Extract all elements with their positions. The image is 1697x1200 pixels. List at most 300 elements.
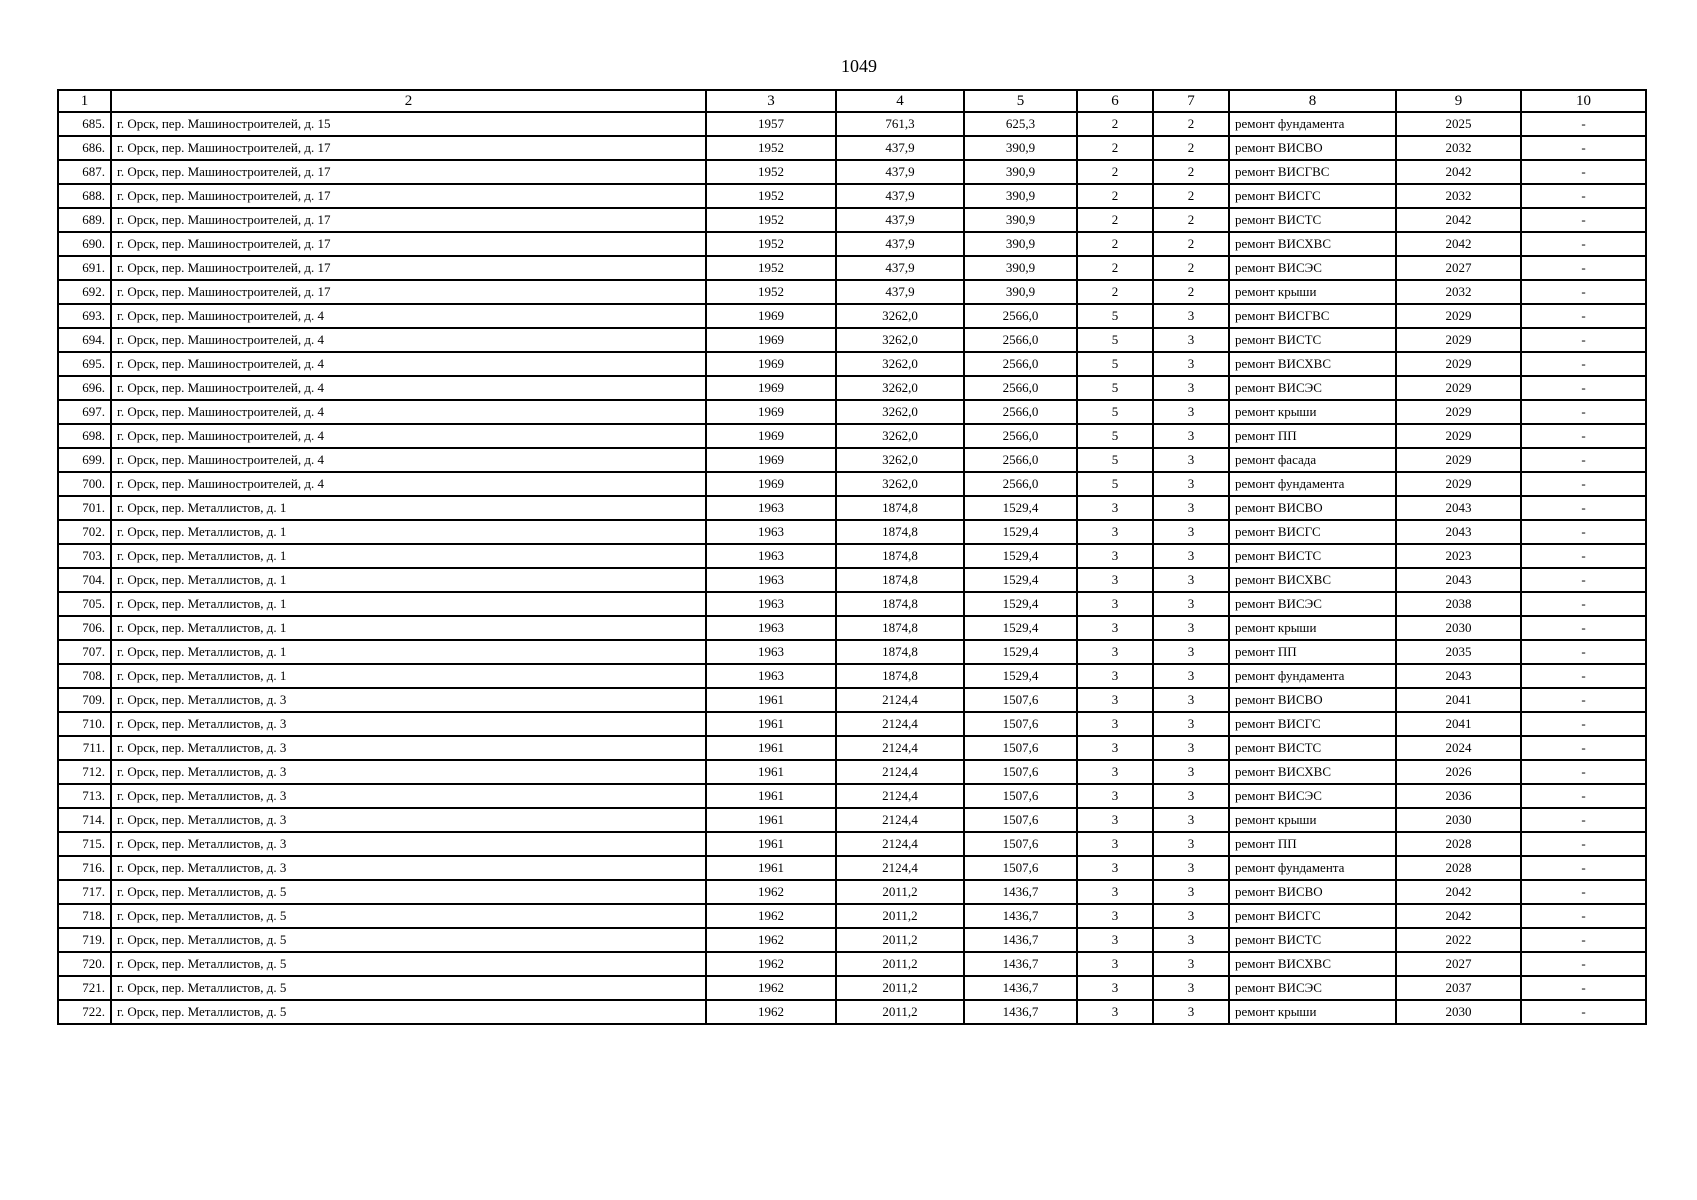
cell-planned-year: 2030 [1396, 808, 1521, 832]
cell-entrances: 3 [1153, 712, 1229, 736]
cell-entrances: 3 [1153, 664, 1229, 688]
column-header-3: 3 [706, 90, 836, 112]
table-row [58, 304, 1646, 328]
table-row [58, 568, 1646, 592]
cell-row-number: 703. [58, 544, 111, 568]
cell-work-type: ремонт ВИСТС [1229, 928, 1396, 952]
cell-note: - [1521, 112, 1646, 136]
cell-work-type: ремонт ВИСХВС [1229, 232, 1396, 256]
cell-entrances: 2 [1153, 136, 1229, 160]
cell-planned-year: 2028 [1396, 856, 1521, 880]
cell-living-area: 1507,6 [964, 832, 1077, 856]
cell-entrances: 3 [1153, 400, 1229, 424]
cell-living-area: 1507,6 [964, 760, 1077, 784]
table-row [58, 928, 1646, 952]
cell-note: - [1521, 424, 1646, 448]
cell-row-number: 698. [58, 424, 111, 448]
cell-address: г. Орск, пер. Металлистов, д. 3 [111, 712, 706, 736]
cell-entrances: 3 [1153, 304, 1229, 328]
cell-note: - [1521, 352, 1646, 376]
cell-planned-year: 2042 [1396, 160, 1521, 184]
cell-year-built: 1962 [706, 904, 836, 928]
cell-total-area: 2011,2 [836, 928, 964, 952]
cell-note: - [1521, 832, 1646, 856]
cell-total-area: 437,9 [836, 256, 964, 280]
cell-address: г. Орск, пер. Металлистов, д. 3 [111, 832, 706, 856]
cell-living-area: 1529,4 [964, 568, 1077, 592]
cell-note: - [1521, 448, 1646, 472]
table-row [58, 280, 1646, 304]
cell-year-built: 1969 [706, 424, 836, 448]
cell-row-number: 708. [58, 664, 111, 688]
cell-note: - [1521, 808, 1646, 832]
cell-note: - [1521, 184, 1646, 208]
table-row [58, 448, 1646, 472]
cell-entrances: 3 [1153, 592, 1229, 616]
cell-year-built: 1969 [706, 328, 836, 352]
cell-total-area: 3262,0 [836, 352, 964, 376]
cell-work-type: ремонт ПП [1229, 832, 1396, 856]
cell-total-area: 3262,0 [836, 448, 964, 472]
cell-living-area: 390,9 [964, 232, 1077, 256]
column-header-7: 7 [1153, 90, 1229, 112]
cell-work-type: ремонт фундамента [1229, 856, 1396, 880]
table-row [58, 880, 1646, 904]
cell-work-type: ремонт крыши [1229, 808, 1396, 832]
cell-planned-year: 2029 [1396, 352, 1521, 376]
cell-address: г. Орск, пер. Металлистов, д. 1 [111, 568, 706, 592]
cell-planned-year: 2032 [1396, 136, 1521, 160]
cell-address: г. Орск, пер. Металлистов, д. 3 [111, 760, 706, 784]
cell-row-number: 688. [58, 184, 111, 208]
cell-living-area: 1529,4 [964, 640, 1077, 664]
cell-living-area: 390,9 [964, 208, 1077, 232]
cell-row-number: 692. [58, 280, 111, 304]
cell-planned-year: 2043 [1396, 520, 1521, 544]
cell-floors: 3 [1077, 1000, 1153, 1024]
cell-total-area: 2124,4 [836, 736, 964, 760]
cell-address: г. Орск, пер. Машиностроителей, д. 17 [111, 136, 706, 160]
cell-total-area: 2011,2 [836, 904, 964, 928]
cell-note: - [1521, 520, 1646, 544]
cell-floors: 3 [1077, 520, 1153, 544]
cell-planned-year: 2029 [1396, 472, 1521, 496]
table-row [58, 544, 1646, 568]
cell-year-built: 1963 [706, 520, 836, 544]
cell-living-area: 1529,4 [964, 496, 1077, 520]
cell-row-number: 719. [58, 928, 111, 952]
cell-planned-year: 2041 [1396, 712, 1521, 736]
cell-work-type: ремонт ВИСВО [1229, 136, 1396, 160]
cell-entrances: 3 [1153, 496, 1229, 520]
cell-work-type: ремонт крыши [1229, 400, 1396, 424]
cell-row-number: 707. [58, 640, 111, 664]
cell-living-area: 1436,7 [964, 880, 1077, 904]
cell-address: г. Орск, пер. Металлистов, д. 3 [111, 688, 706, 712]
table-row [58, 496, 1646, 520]
cell-note: - [1521, 664, 1646, 688]
cell-entrances: 3 [1153, 856, 1229, 880]
cell-row-number: 717. [58, 880, 111, 904]
cell-row-number: 711. [58, 736, 111, 760]
cell-address: г. Орск, пер. Машиностроителей, д. 17 [111, 280, 706, 304]
cell-address: г. Орск, пер. Металлистов, д. 1 [111, 520, 706, 544]
cell-row-number: 701. [58, 496, 111, 520]
cell-address: г. Орск, пер. Металлистов, д. 1 [111, 640, 706, 664]
column-header-8: 8 [1229, 90, 1396, 112]
cell-floors: 3 [1077, 544, 1153, 568]
cell-row-number: 691. [58, 256, 111, 280]
cell-entrances: 3 [1153, 760, 1229, 784]
cell-entrances: 2 [1153, 160, 1229, 184]
cell-row-number: 696. [58, 376, 111, 400]
cell-note: - [1521, 784, 1646, 808]
cell-work-type: ремонт ВИСГС [1229, 712, 1396, 736]
cell-address: г. Орск, пер. Машиностроителей, д. 17 [111, 232, 706, 256]
cell-year-built: 1969 [706, 352, 836, 376]
cell-total-area: 2124,4 [836, 760, 964, 784]
cell-work-type: ремонт ВИСХВС [1229, 952, 1396, 976]
table-row [58, 424, 1646, 448]
column-header-6: 6 [1077, 90, 1153, 112]
table-row [58, 472, 1646, 496]
cell-floors: 3 [1077, 736, 1153, 760]
cell-note: - [1521, 544, 1646, 568]
cell-address: г. Орск, пер. Металлистов, д. 1 [111, 616, 706, 640]
cell-total-area: 3262,0 [836, 304, 964, 328]
repair-schedule-table [57, 89, 1647, 1025]
table-row [58, 976, 1646, 1000]
cell-work-type: ремонт крыши [1229, 280, 1396, 304]
cell-living-area: 1436,7 [964, 904, 1077, 928]
cell-year-built: 1969 [706, 304, 836, 328]
cell-entrances: 2 [1153, 184, 1229, 208]
cell-year-built: 1952 [706, 160, 836, 184]
cell-note: - [1521, 952, 1646, 976]
cell-floors: 5 [1077, 328, 1153, 352]
cell-total-area: 1874,8 [836, 496, 964, 520]
cell-floors: 2 [1077, 256, 1153, 280]
cell-note: - [1521, 208, 1646, 232]
cell-note: - [1521, 712, 1646, 736]
cell-planned-year: 2027 [1396, 952, 1521, 976]
cell-work-type: ремонт ВИСТС [1229, 736, 1396, 760]
cell-address: г. Орск, пер. Металлистов, д. 5 [111, 880, 706, 904]
cell-planned-year: 2042 [1396, 232, 1521, 256]
table-row [58, 760, 1646, 784]
cell-total-area: 2124,4 [836, 688, 964, 712]
cell-note: - [1521, 928, 1646, 952]
cell-work-type: ремонт ВИСТС [1229, 208, 1396, 232]
cell-address: г. Орск, пер. Машиностроителей, д. 4 [111, 376, 706, 400]
cell-note: - [1521, 616, 1646, 640]
cell-total-area: 2124,4 [836, 808, 964, 832]
cell-floors: 3 [1077, 616, 1153, 640]
cell-address: г. Орск, пер. Машиностроителей, д. 4 [111, 400, 706, 424]
cell-planned-year: 2027 [1396, 256, 1521, 280]
cell-planned-year: 2042 [1396, 208, 1521, 232]
table-row [58, 400, 1646, 424]
column-header-10: 10 [1521, 90, 1646, 112]
cell-work-type: ремонт фундамента [1229, 472, 1396, 496]
cell-year-built: 1961 [706, 736, 836, 760]
cell-note: - [1521, 496, 1646, 520]
cell-planned-year: 2038 [1396, 592, 1521, 616]
cell-floors: 2 [1077, 184, 1153, 208]
cell-address: г. Орск, пер. Машиностроителей, д. 4 [111, 424, 706, 448]
table-row [58, 592, 1646, 616]
table-row [58, 736, 1646, 760]
cell-floors: 5 [1077, 352, 1153, 376]
page-number: 1049 [841, 56, 877, 76]
table-row [58, 160, 1646, 184]
cell-address: г. Орск, пер. Металлистов, д. 3 [111, 784, 706, 808]
cell-entrances: 2 [1153, 232, 1229, 256]
cell-note: - [1521, 328, 1646, 352]
cell-address: г. Орск, пер. Металлистов, д. 3 [111, 856, 706, 880]
cell-address: г. Орск, пер. Машиностроителей, д. 15 [111, 112, 706, 136]
cell-floors: 2 [1077, 232, 1153, 256]
cell-work-type: ремонт фундамента [1229, 664, 1396, 688]
cell-entrances: 3 [1153, 616, 1229, 640]
cell-total-area: 3262,0 [836, 472, 964, 496]
cell-floors: 3 [1077, 976, 1153, 1000]
cell-note: - [1521, 304, 1646, 328]
cell-living-area: 1507,6 [964, 736, 1077, 760]
cell-entrances: 3 [1153, 352, 1229, 376]
cell-floors: 3 [1077, 496, 1153, 520]
cell-address: г. Орск, пер. Металлистов, д. 5 [111, 1000, 706, 1024]
cell-entrances: 2 [1153, 280, 1229, 304]
cell-living-area: 1529,4 [964, 616, 1077, 640]
cell-year-built: 1961 [706, 688, 836, 712]
cell-entrances: 3 [1153, 976, 1229, 1000]
cell-floors: 3 [1077, 688, 1153, 712]
cell-entrances: 3 [1153, 904, 1229, 928]
cell-living-area: 1529,4 [964, 544, 1077, 568]
table-row [58, 832, 1646, 856]
cell-planned-year: 2029 [1396, 376, 1521, 400]
cell-year-built: 1963 [706, 640, 836, 664]
cell-work-type: ремонт ВИСЭС [1229, 376, 1396, 400]
column-header-9: 9 [1396, 90, 1521, 112]
cell-year-built: 1963 [706, 616, 836, 640]
cell-living-area: 1529,4 [964, 592, 1077, 616]
cell-row-number: 693. [58, 304, 111, 328]
cell-floors: 3 [1077, 640, 1153, 664]
cell-row-number: 715. [58, 832, 111, 856]
cell-work-type: ремонт ВИСТС [1229, 328, 1396, 352]
cell-year-built: 1963 [706, 568, 836, 592]
cell-entrances: 3 [1153, 472, 1229, 496]
cell-address: г. Орск, пер. Машиностроителей, д. 4 [111, 304, 706, 328]
table-row [58, 784, 1646, 808]
cell-work-type: ремонт ВИСЭС [1229, 592, 1396, 616]
cell-row-number: 705. [58, 592, 111, 616]
cell-planned-year: 2024 [1396, 736, 1521, 760]
cell-address: г. Орск, пер. Металлистов, д. 5 [111, 928, 706, 952]
cell-planned-year: 2025 [1396, 112, 1521, 136]
cell-entrances: 2 [1153, 256, 1229, 280]
cell-year-built: 1952 [706, 232, 836, 256]
cell-total-area: 1874,8 [836, 592, 964, 616]
cell-planned-year: 2029 [1396, 304, 1521, 328]
cell-row-number: 704. [58, 568, 111, 592]
cell-work-type: ремонт ВИСГС [1229, 520, 1396, 544]
cell-planned-year: 2035 [1396, 640, 1521, 664]
cell-floors: 3 [1077, 904, 1153, 928]
cell-living-area: 1507,6 [964, 808, 1077, 832]
cell-total-area: 2124,4 [836, 856, 964, 880]
cell-address: г. Орск, пер. Металлистов, д. 5 [111, 976, 706, 1000]
cell-total-area: 2011,2 [836, 1000, 964, 1024]
table-row [58, 688, 1646, 712]
cell-year-built: 1952 [706, 136, 836, 160]
cell-address: г. Орск, пер. Машиностроителей, д. 17 [111, 160, 706, 184]
cell-address: г. Орск, пер. Металлистов, д. 1 [111, 544, 706, 568]
cell-row-number: 712. [58, 760, 111, 784]
cell-living-area: 2566,0 [964, 472, 1077, 496]
cell-planned-year: 2030 [1396, 1000, 1521, 1024]
table-row [58, 112, 1646, 136]
cell-planned-year: 2029 [1396, 424, 1521, 448]
cell-entrances: 3 [1153, 832, 1229, 856]
cell-note: - [1521, 688, 1646, 712]
cell-entrances: 3 [1153, 1000, 1229, 1024]
cell-living-area: 2566,0 [964, 448, 1077, 472]
cell-year-built: 1962 [706, 976, 836, 1000]
cell-entrances: 3 [1153, 808, 1229, 832]
cell-note: - [1521, 376, 1646, 400]
cell-note: - [1521, 1000, 1646, 1024]
table-row [58, 520, 1646, 544]
cell-row-number: 710. [58, 712, 111, 736]
cell-year-built: 1963 [706, 592, 836, 616]
cell-work-type: ремонт ВИСЭС [1229, 784, 1396, 808]
cell-floors: 5 [1077, 304, 1153, 328]
cell-work-type: ремонт ВИСВО [1229, 880, 1396, 904]
cell-row-number: 694. [58, 328, 111, 352]
cell-note: - [1521, 760, 1646, 784]
table-row [58, 376, 1646, 400]
cell-planned-year: 2041 [1396, 688, 1521, 712]
cell-floors: 2 [1077, 112, 1153, 136]
cell-note: - [1521, 592, 1646, 616]
cell-total-area: 2011,2 [836, 952, 964, 976]
table-row [58, 208, 1646, 232]
cell-year-built: 1969 [706, 472, 836, 496]
cell-total-area: 437,9 [836, 136, 964, 160]
cell-floors: 2 [1077, 280, 1153, 304]
cell-entrances: 3 [1153, 928, 1229, 952]
cell-row-number: 690. [58, 232, 111, 256]
cell-row-number: 685. [58, 112, 111, 136]
cell-living-area: 390,9 [964, 184, 1077, 208]
cell-work-type: ремонт ПП [1229, 640, 1396, 664]
cell-living-area: 390,9 [964, 256, 1077, 280]
cell-note: - [1521, 280, 1646, 304]
cell-note: - [1521, 256, 1646, 280]
cell-planned-year: 2042 [1396, 880, 1521, 904]
cell-note: - [1521, 640, 1646, 664]
cell-year-built: 1962 [706, 880, 836, 904]
cell-total-area: 2124,4 [836, 712, 964, 736]
cell-row-number: 709. [58, 688, 111, 712]
cell-row-number: 716. [58, 856, 111, 880]
table-row [58, 328, 1646, 352]
cell-planned-year: 2042 [1396, 904, 1521, 928]
table-row [58, 184, 1646, 208]
cell-work-type: ремонт ВИСХВС [1229, 760, 1396, 784]
cell-work-type: ремонт ПП [1229, 424, 1396, 448]
cell-floors: 2 [1077, 208, 1153, 232]
cell-year-built: 1961 [706, 856, 836, 880]
cell-living-area: 390,9 [964, 160, 1077, 184]
cell-planned-year: 2030 [1396, 616, 1521, 640]
cell-work-type: ремонт фундамента [1229, 112, 1396, 136]
cell-work-type: ремонт крыши [1229, 1000, 1396, 1024]
cell-planned-year: 2036 [1396, 784, 1521, 808]
cell-work-type: ремонт ВИСГВС [1229, 160, 1396, 184]
cell-year-built: 1952 [706, 280, 836, 304]
cell-floors: 3 [1077, 664, 1153, 688]
cell-entrances: 3 [1153, 880, 1229, 904]
cell-total-area: 3262,0 [836, 376, 964, 400]
cell-row-number: 720. [58, 952, 111, 976]
cell-total-area: 1874,8 [836, 568, 964, 592]
cell-work-type: ремонт ВИСГВС [1229, 304, 1396, 328]
cell-row-number: 697. [58, 400, 111, 424]
cell-planned-year: 2028 [1396, 832, 1521, 856]
cell-floors: 3 [1077, 568, 1153, 592]
table-row [58, 1000, 1646, 1024]
cell-entrances: 3 [1153, 952, 1229, 976]
cell-entrances: 2 [1153, 208, 1229, 232]
cell-planned-year: 2032 [1396, 280, 1521, 304]
cell-total-area: 1874,8 [836, 544, 964, 568]
cell-planned-year: 2043 [1396, 496, 1521, 520]
cell-total-area: 437,9 [836, 232, 964, 256]
cell-year-built: 1963 [706, 544, 836, 568]
cell-address: г. Орск, пер. Машиностроителей, д. 4 [111, 352, 706, 376]
cell-living-area: 1507,6 [964, 712, 1077, 736]
table-row [58, 232, 1646, 256]
cell-living-area: 2566,0 [964, 376, 1077, 400]
cell-total-area: 3262,0 [836, 400, 964, 424]
cell-entrances: 3 [1153, 448, 1229, 472]
table-row [58, 808, 1646, 832]
cell-entrances: 3 [1153, 784, 1229, 808]
cell-total-area: 2011,2 [836, 880, 964, 904]
cell-total-area: 3262,0 [836, 328, 964, 352]
cell-address: г. Орск, пер. Металлистов, д. 1 [111, 664, 706, 688]
cell-row-number: 700. [58, 472, 111, 496]
cell-note: - [1521, 736, 1646, 760]
cell-note: - [1521, 904, 1646, 928]
cell-year-built: 1962 [706, 952, 836, 976]
cell-floors: 5 [1077, 400, 1153, 424]
column-header-1: 1 [58, 90, 111, 112]
cell-row-number: 718. [58, 904, 111, 928]
cell-living-area: 2566,0 [964, 352, 1077, 376]
cell-planned-year: 2043 [1396, 664, 1521, 688]
cell-living-area: 1436,7 [964, 928, 1077, 952]
cell-total-area: 1874,8 [836, 664, 964, 688]
cell-address: г. Орск, пер. Машиностроителей, д. 17 [111, 184, 706, 208]
cell-floors: 3 [1077, 592, 1153, 616]
cell-address: г. Орск, пер. Машиностроителей, д. 17 [111, 256, 706, 280]
cell-year-built: 1952 [706, 256, 836, 280]
